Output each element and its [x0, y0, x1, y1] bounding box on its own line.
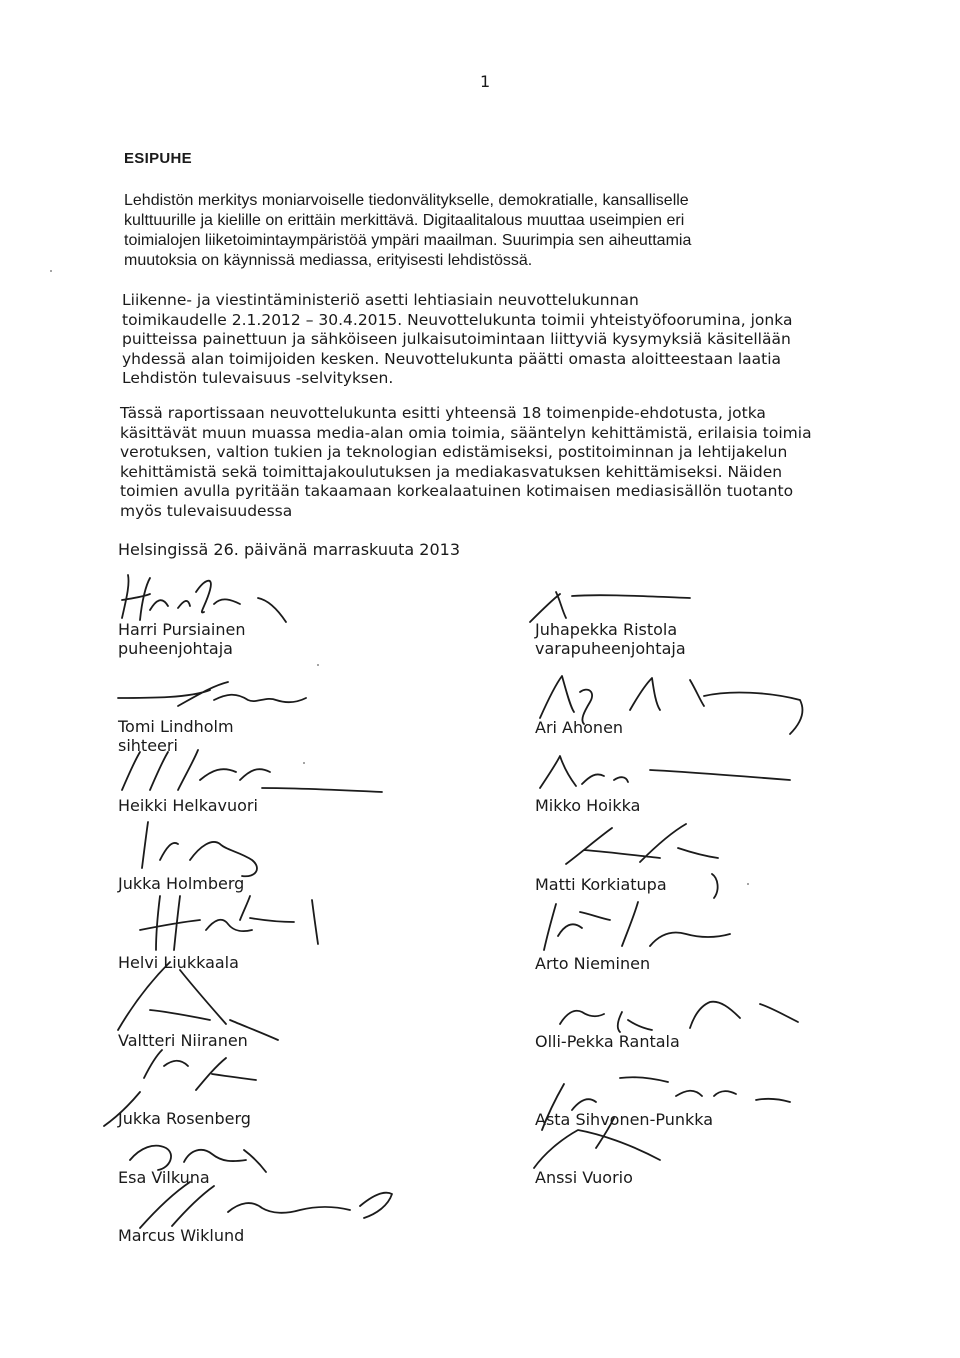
- signatory-name: Matti Korkiatupa: [535, 875, 667, 894]
- scan-speck: [747, 883, 749, 885]
- signatory-name: Harri Pursiainen: [118, 620, 246, 639]
- signatory-name: Heikki Helkavuori: [118, 796, 258, 815]
- paragraph-line: myös tulevaisuudessa: [120, 501, 293, 520]
- signatory-name: Mikko Hoikka: [535, 796, 641, 815]
- paragraph-line: Tässä raportissaan neuvottelukunta esitti yhteensä 18 toimenpide-ehdotusta, jotka: [120, 404, 766, 422]
- signature-stroke: [122, 750, 382, 792]
- place-and-date: Helsingissä 26. päivänä marraskuuta 2013: [118, 540, 460, 559]
- signatory-name: Valtteri Niiranen: [118, 1031, 248, 1050]
- signatory-name: Jukka Holmberg: [118, 874, 245, 893]
- signatory-name: Esa Vilkuna: [118, 1168, 210, 1187]
- scan-speck: [303, 762, 305, 764]
- signature-stroke: [118, 962, 278, 1040]
- signature-stroke: [530, 592, 690, 622]
- page-number: 1: [480, 72, 491, 91]
- signature-stroke: [534, 1118, 660, 1168]
- signature-stroke: [122, 575, 286, 622]
- paragraph-line: toimikaudelle 2.1.2012 – 30.4.2015. Neuvottelukunta toimii yhteistyöfoorumina, jonka: [122, 310, 793, 329]
- signatory-name: Juhapekka Ristola: [535, 620, 678, 639]
- signature-stroke: [540, 676, 802, 734]
- paragraph-line: toimialojen liiketoimintaympäristöä ympäri maailman. Suurimpia sen aiheuttamia: [124, 232, 692, 249]
- signatory-name: Tomi Lindholm: [118, 717, 234, 736]
- signatory-name: Arto Nieminen: [535, 954, 651, 973]
- paragraph-line: muutoksia on käynnissä mediassa, erityisesti lehdistössä.: [124, 252, 533, 269]
- paragraph-line: kulttuurille ja kielille on erittäin merkittävä. Digitaalitalous muuttaa useimpien eri: [124, 212, 685, 229]
- signature-stroke: [130, 1146, 266, 1172]
- signatory-name: Ari Ahonen: [535, 718, 624, 737]
- signatory-name: Anssi Vuorio: [535, 1168, 633, 1187]
- signature-stroke: [542, 1077, 790, 1130]
- signature-stroke: [142, 822, 257, 876]
- paragraph-line: verotuksen, valtion tukien ja teknologian edistämiseksi, postitoiminnan ja lehtijakelun: [120, 443, 788, 461]
- scan-speck: [50, 270, 52, 272]
- signatory-role: varapuheenjohtaja: [535, 639, 686, 658]
- signature-stroke: [566, 824, 718, 898]
- signatory-name: Asta Sihvonen-Punkka: [535, 1110, 714, 1129]
- paragraph-line: Lehdistön tulevaisuus -selvityksen.: [122, 369, 394, 387]
- signatory-name: Marcus Wiklund: [118, 1226, 245, 1245]
- paragraph-line: Lehdistön merkitys moniarvoiselle tiedonvälitykselle, demokratialle, kansalliselle: [124, 192, 689, 209]
- signatory-name: Helvi Liukkaala: [118, 953, 239, 972]
- paragraph-line: yhdessä alan toimijoiden kesken. Neuvottelukunta päätti omasta aloitteestaan laatia: [122, 349, 782, 368]
- signature-stroke: [560, 1002, 798, 1032]
- signature-stroke: [540, 756, 790, 788]
- paragraph-line: Liikenne- ja viestintäministeriö asetti lehtiasiain neuvottelukunnan: [122, 291, 639, 309]
- paragraph-line: kehittämistä sekä toimittajakoulutuksen ja mediakasvatuksen kehittämiseksi. Näiden: [120, 462, 783, 481]
- paragraph-line: käsittävät muun muassa media-alan omia toimia, sääntelyn kehittämistä, erilaisia toimia: [120, 423, 812, 442]
- signature-stroke: [104, 1050, 256, 1126]
- signature-stroke: [544, 902, 730, 950]
- paragraph-line: toimien avulla pyritään takaamaan korkealaatuinen kotimaisen mediasisällön tuotanto: [120, 482, 794, 500]
- signature-stroke: [140, 1182, 392, 1228]
- section-heading: ESIPUHE: [124, 150, 192, 167]
- signatory-role: sihteeri: [118, 736, 178, 755]
- signature-stroke: [118, 682, 306, 706]
- scan-speck: [317, 664, 319, 666]
- paragraph-line: puitteissa painettuun ja sähköiseen julkaisutoimintaan liittyviä kysymyksiä käsitellään: [122, 330, 791, 348]
- signature-stroke: [140, 896, 318, 950]
- signatory-name: Jukka Rosenberg: [118, 1109, 251, 1128]
- signatory-name: Olli-Pekka Rantala: [535, 1032, 680, 1051]
- signatory-role: puheenjohtaja: [118, 639, 233, 658]
